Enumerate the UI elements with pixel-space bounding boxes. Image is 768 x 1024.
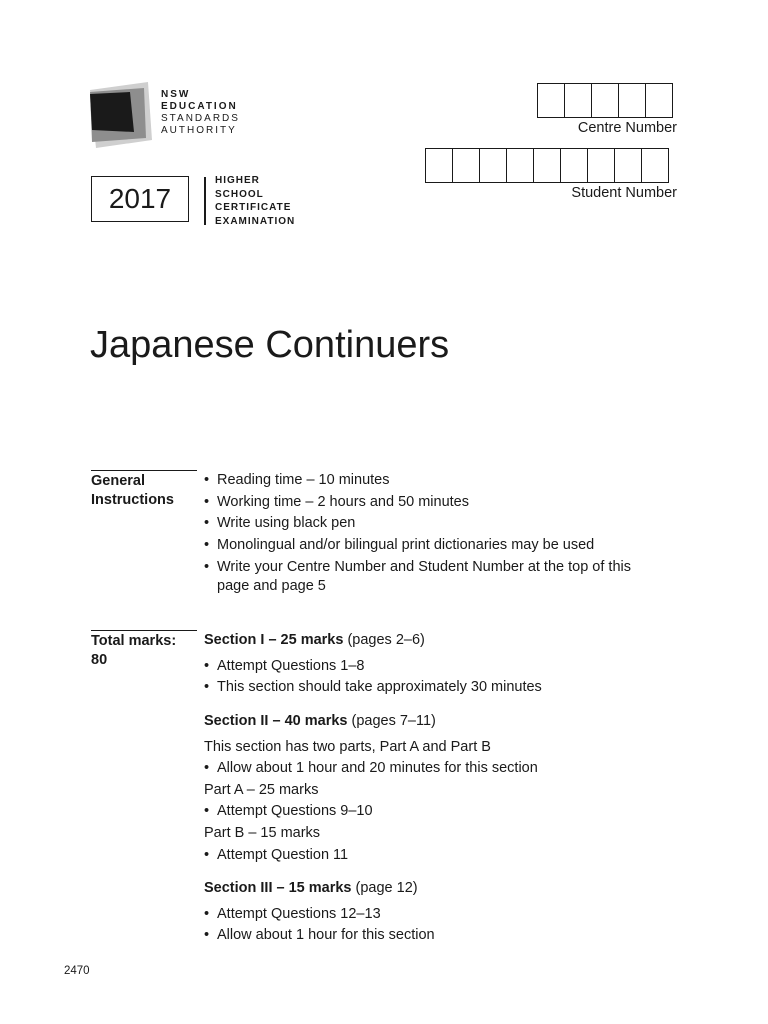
total-marks-value: 80 xyxy=(91,652,108,668)
logo-line-education: EDUCATION xyxy=(161,101,238,112)
general-instructions-label-line: Instructions xyxy=(91,492,174,508)
section-2 xyxy=(204,711,674,866)
section-1-pages: (pages 2–6) xyxy=(347,632,425,648)
section-2-pages: (pages 7–11) xyxy=(351,713,436,729)
centre-number-cell[interactable] xyxy=(564,83,592,118)
section-1 xyxy=(204,630,674,699)
student-number-cell[interactable] xyxy=(506,148,534,183)
centre-number-cell[interactable] xyxy=(537,83,565,118)
general-instructions-list xyxy=(204,470,664,596)
general-instructions-label-line: General xyxy=(91,473,145,489)
total-marks-label xyxy=(91,632,176,670)
exam-type-line: EXAMINATION xyxy=(215,216,296,228)
list-item: • Write your Centre Number and Student Number at the top of this page and page 5 xyxy=(204,558,662,596)
section-3 xyxy=(204,878,674,947)
section-1-title: Section I – 25 marks xyxy=(204,632,344,648)
list-item: • Reading time – 10 minutes xyxy=(204,470,664,492)
section-2-heading xyxy=(204,711,674,733)
exam-type-line: SCHOOL xyxy=(215,188,264,200)
student-number-cell[interactable] xyxy=(641,148,669,183)
logo-line-authority: AUTHORITY xyxy=(161,125,237,136)
list-item: • Monolingual and/or bilingual print dictionaries may be used xyxy=(204,535,664,557)
exam-type-line: HIGHER xyxy=(215,175,260,186)
list-item: • Allow about 1 hour and 20 minutes for this section xyxy=(204,758,674,780)
section-2-intro: This section has two parts, Part A and Part B xyxy=(204,738,491,755)
list-item: • Attempt Questions 12–13 xyxy=(204,904,674,926)
nsw-logo-mark-icon xyxy=(90,82,152,148)
exam-divider xyxy=(204,177,206,225)
general-instructions-label xyxy=(91,472,174,510)
centre-number-cell[interactable] xyxy=(618,83,646,118)
student-number-cell[interactable] xyxy=(560,148,588,183)
student-number-cell[interactable] xyxy=(452,148,480,183)
centre-number-cell[interactable] xyxy=(591,83,619,118)
list-item: • Working time – 2 hours and 50 minutes xyxy=(204,492,664,514)
student-number-cell[interactable] xyxy=(533,148,561,183)
student-number-label: Student Number xyxy=(571,185,677,201)
list-item: • Attempt Questions 1–8 xyxy=(204,656,674,678)
centre-number-label: Centre Number xyxy=(577,120,677,136)
total-marks-rule xyxy=(91,630,197,631)
centre-number-boxes[interactable] xyxy=(537,83,673,118)
list-item: • Attempt Questions 9–10 xyxy=(204,801,674,823)
section-3-pages: (page 12) xyxy=(355,880,418,896)
centre-number-cell[interactable] xyxy=(645,83,673,118)
section-2-part-b: Part B – 15 marks xyxy=(204,824,321,841)
nsw-logo-text xyxy=(161,89,240,137)
section-2-part-a: Part A – 25 marks xyxy=(204,781,319,798)
list-item: • Allow about 1 hour for this section xyxy=(204,925,674,947)
document-code: 2470 xyxy=(64,965,90,977)
logo-line-nsw: NSW xyxy=(161,89,191,100)
page-title: Japanese Continuers xyxy=(90,324,450,366)
section-1-heading xyxy=(204,630,674,652)
student-number-cell[interactable] xyxy=(614,148,642,183)
general-instructions-rule xyxy=(91,470,197,471)
logo-line-standards: STANDARDS xyxy=(161,113,240,124)
exam-type xyxy=(215,174,295,229)
list-item: • Write using black pen xyxy=(204,513,664,535)
section-3-heading xyxy=(204,878,674,900)
student-number-boxes[interactable] xyxy=(425,148,669,183)
student-number-cell[interactable] xyxy=(587,148,615,183)
section-2-title: Section II – 40 marks xyxy=(204,713,348,729)
list-item: • Attempt Question 11 xyxy=(204,845,674,867)
student-number-cell[interactable] xyxy=(425,148,453,183)
exam-type-line: CERTIFICATE xyxy=(215,202,292,214)
total-marks-label-line: Total marks: xyxy=(91,633,177,649)
list-item: • This section should take approximately 30 minutes xyxy=(204,677,674,699)
section-3-title: Section III – 15 marks xyxy=(204,880,352,896)
exam-year: 2017 xyxy=(91,176,189,222)
student-number-cell[interactable] xyxy=(479,148,507,183)
